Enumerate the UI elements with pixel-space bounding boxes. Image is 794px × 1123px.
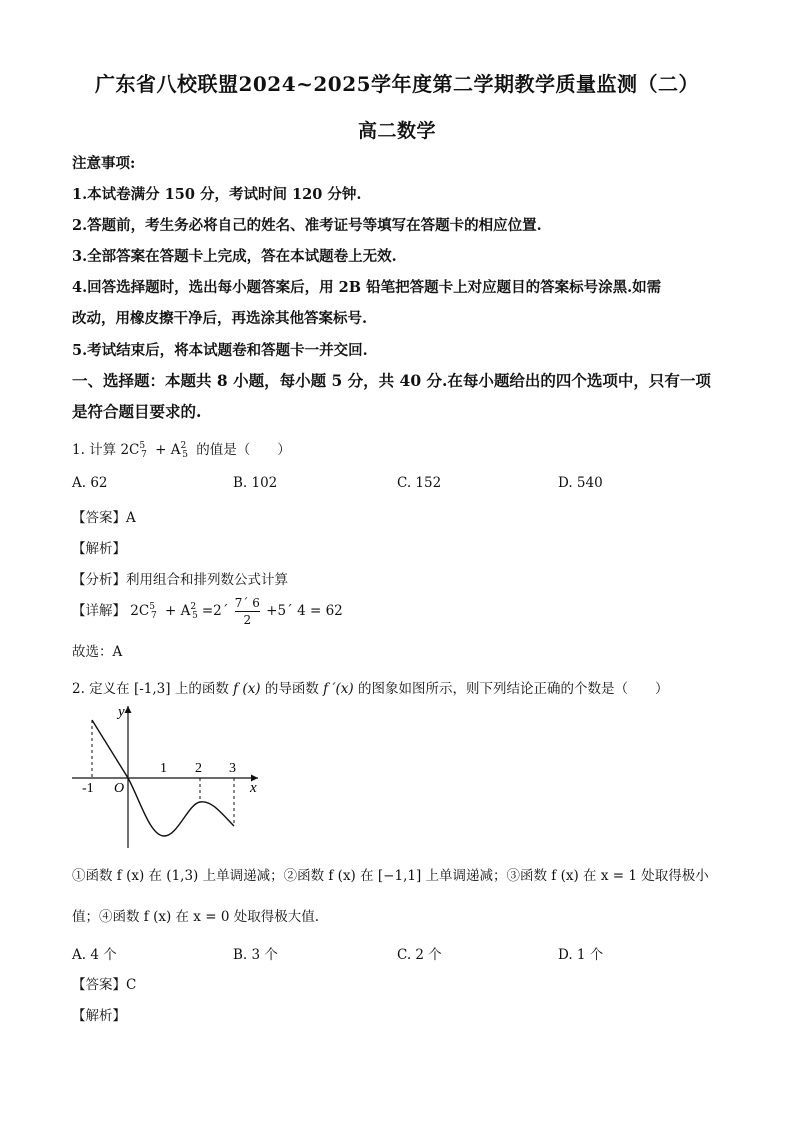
q1-detail xyxy=(72,596,724,627)
q1-detail-plus: + A xyxy=(160,603,191,619)
q1-expr-plus: + A xyxy=(150,442,181,458)
q2-stem-a: 2. 定义在 xyxy=(72,681,130,697)
tick-label-1: 1 xyxy=(160,761,167,776)
exam-title: 广东省八校联盟2024~2025学年度第二学期教学质量监测（二） xyxy=(94,72,700,96)
section-heading-cont: 是符合题目要求的. xyxy=(72,402,202,421)
q1-detail-c-sub: 7 xyxy=(150,611,157,621)
q2-option-a: A. 4 个 xyxy=(72,947,117,963)
notice-item: 1.本试卷满分 150 分，考试时间 120 分钟. xyxy=(72,186,362,203)
q1-fraction-numerator: 7´ 6 xyxy=(234,596,260,610)
q1-analysis-label: 【解析】 xyxy=(72,541,126,557)
q1-option-d: D. 540 xyxy=(558,475,603,491)
q1-option-b: B. 102 xyxy=(233,475,278,491)
section-heading: 一、选择题：本题共 8 小题，每小题 5 分，共 40 分.在每小题给出的四个选项中，只有一项 xyxy=(72,371,711,390)
q1-fraction-denominator: 2 xyxy=(243,613,252,627)
q1-expr-c-sup: 5 xyxy=(139,441,146,451)
q1-detail-a-sup: 2 xyxy=(190,602,197,612)
y-axis-label: y xyxy=(118,704,125,720)
notice-item: 3.全部答案在答题卡上完成，答在本试题卷上无效. xyxy=(72,248,397,265)
notice-heading: 注意事项: xyxy=(72,155,136,172)
q2-statements-line1: ①函数 f (x) 在 (1,3) 上单调递减；②函数 f (x) 在 [−1,1] 上单调递减；③函数 f (x) 在 x = 1 处取得极小 xyxy=(72,868,709,884)
q1-choice: 故选：A xyxy=(72,644,123,660)
notice-item: 2.答题前，考生务必将自己的姓名、准考证号等填写在答题卡的相应位置. xyxy=(72,217,542,234)
origin-label: O xyxy=(114,781,125,796)
x-axis-label: x xyxy=(250,780,257,796)
q1-expr-a-sub: 5 xyxy=(182,450,188,460)
question-2-stem xyxy=(72,677,724,697)
q1-detail-mid: =2´ xyxy=(201,603,229,619)
question-1-stem xyxy=(72,438,724,458)
notice-item: 5.考试结束后，将本试题卷和答题卡一并交回. xyxy=(72,342,368,359)
q2-fpx: f ′(x) xyxy=(323,681,354,697)
q1-expr-c-sub: 7 xyxy=(141,450,147,460)
q1-expression xyxy=(120,442,196,458)
notice-item: 改动，用橡皮擦干净后，再选涂其他答案标号. xyxy=(72,310,368,327)
notice-item: 4.回答选择题时，选出每小题答案后，用 2B 铅笔把答题卡上对应题目的答案标号涂黑.如需 xyxy=(72,279,662,296)
q2-answer: 【答案】C xyxy=(72,977,137,993)
q2-interval: [-1,3] xyxy=(133,681,171,697)
derivative-graph xyxy=(70,700,270,852)
q1-fenxi: 【分析】利用组合和排列数公式计算 xyxy=(72,572,288,588)
tick-label-neg1: -1 xyxy=(82,781,94,796)
q1-detail-rhs: +5´ 4 = 62 xyxy=(266,603,343,619)
q2-fx: f (x) xyxy=(233,681,261,697)
q1-detail-a-sub: 5 xyxy=(192,611,198,621)
exam-subtitle: 高二数学 xyxy=(357,120,436,142)
q2-stem-c: 的导函数 xyxy=(264,681,319,697)
q1-answer: 【答案】A xyxy=(72,510,136,526)
q2-stem-b: 上的函数 xyxy=(174,681,229,697)
tick-label-2: 2 xyxy=(195,761,202,776)
q1-suffix: 的值是（ ） xyxy=(196,442,291,458)
q1-detail-label: 【详解】 xyxy=(72,603,126,619)
q1-fraction xyxy=(235,596,260,627)
q1-detail-c: 2C xyxy=(130,603,150,619)
q1-expr-c: 2C xyxy=(120,442,140,458)
q1-option-c: C. 152 xyxy=(397,475,442,491)
tick-label-3: 3 xyxy=(229,761,236,776)
q1-expr-a-sup: 2 xyxy=(180,441,187,451)
q2-stem-d: 的图象如图所示，则下列结论正确的个数是（ ） xyxy=(357,681,669,697)
q1-detail-c-sup: 5 xyxy=(149,602,155,612)
q1-option-a: A. 62 xyxy=(72,475,108,491)
q2-statements-line2: 值；④函数 f (x) 在 x = 0 处取得极大值. xyxy=(72,909,319,925)
q2-option-d: D. 1 个 xyxy=(558,947,604,963)
q2-analysis-label: 【解析】 xyxy=(72,1008,126,1024)
q2-option-b: B. 3 个 xyxy=(233,947,278,963)
q2-option-c: C. 2 个 xyxy=(397,947,442,963)
q1-prefix: 1. 计算 xyxy=(72,442,117,458)
